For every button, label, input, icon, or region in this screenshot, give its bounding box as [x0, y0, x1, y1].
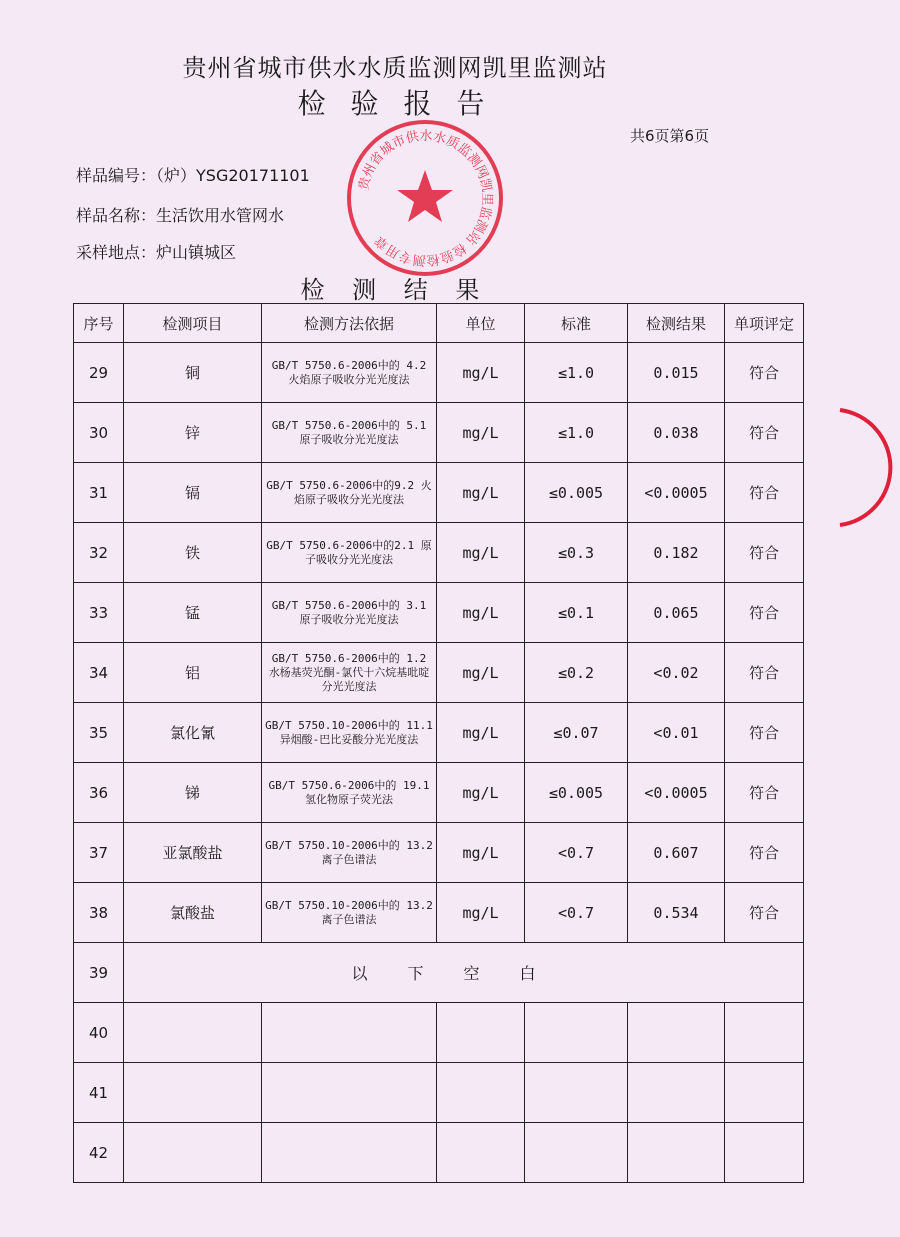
table-header-row — [74, 304, 804, 343]
cell-no: 39 — [74, 943, 124, 1003]
header-method: 检测方法依据 — [262, 304, 437, 343]
table-row — [74, 343, 804, 403]
cell-unit: mg/L — [437, 343, 525, 403]
table-row — [74, 703, 804, 763]
table-row — [74, 583, 804, 643]
official-seal-icon — [345, 118, 505, 278]
cell-standard: ≤0.1 — [525, 583, 628, 643]
cell-standard: ≤0.07 — [525, 703, 628, 763]
cell-no: 38 — [74, 883, 124, 943]
cell-standard: ≤0.3 — [525, 523, 628, 583]
cell-empty — [525, 1063, 628, 1123]
sample-id-line — [76, 163, 310, 186]
cell-unit: mg/L — [437, 643, 525, 703]
cell-result: <0.02 — [628, 643, 725, 703]
cell-method: GB/T 5750.10-2006中的 13.2 离子色谱法 — [262, 823, 437, 883]
cell-item: 镉 — [124, 463, 262, 523]
table-row-empty — [74, 1003, 804, 1063]
cell-unit: mg/L — [437, 883, 525, 943]
cell-standard: ≤0.005 — [525, 763, 628, 823]
results-table — [73, 303, 804, 1183]
cell-method: GB/T 5750.6-2006中的 3.1 原子吸收分光光度法 — [262, 583, 437, 643]
cell-method: GB/T 5750.10-2006中的 13.2 离子色谱法 — [262, 883, 437, 943]
report-title: 检 验 报 告 — [297, 87, 493, 120]
sample-name-line — [76, 203, 284, 226]
cell-empty — [628, 1123, 725, 1183]
cell-method: GB/T 5750.6-2006中的 5.1 原子吸收分光光度法 — [262, 403, 437, 463]
header-evaluation: 单项评定 — [725, 304, 804, 343]
table-row — [74, 763, 804, 823]
cell-empty — [525, 1123, 628, 1183]
table-row-empty — [74, 1123, 804, 1183]
cell-empty — [628, 1003, 725, 1063]
cell-evaluation: 符合 — [725, 343, 804, 403]
cell-evaluation: 符合 — [725, 403, 804, 463]
table-row — [74, 823, 804, 883]
cell-result: 0.065 — [628, 583, 725, 643]
cell-result: 0.038 — [628, 403, 725, 463]
cell-empty — [725, 1003, 804, 1063]
sample-location-label: 采样地点： — [76, 243, 157, 262]
cell-no: 42 — [74, 1123, 124, 1183]
cell-method: GB/T 5750.6-2006中的9.2 火焰原子吸收分光光度法 — [262, 463, 437, 523]
cell-evaluation: 符合 — [725, 703, 804, 763]
cell-item: 铁 — [124, 523, 262, 583]
cell-method: GB/T 5750.10-2006中的 11.1 异烟酸-巴比妥酸分光光度法 — [262, 703, 437, 763]
cell-unit: mg/L — [437, 583, 525, 643]
table-row-blank-note — [74, 943, 804, 1003]
cell-result: 0.534 — [628, 883, 725, 943]
sample-location-value: 炉山镇城区 — [156, 243, 237, 262]
cell-evaluation: 符合 — [725, 583, 804, 643]
cell-no: 37 — [74, 823, 124, 883]
cell-no: 29 — [74, 343, 124, 403]
cell-item: 锑 — [124, 763, 262, 823]
table-row — [74, 643, 804, 703]
cell-empty — [725, 1063, 804, 1123]
header-item: 检测项目 — [124, 304, 262, 343]
header-no: 序号 — [74, 304, 124, 343]
cell-item: 氯酸盐 — [124, 883, 262, 943]
cell-no: 35 — [74, 703, 124, 763]
section-title: 检 测 结 果 — [300, 276, 490, 304]
cell-empty — [262, 1003, 437, 1063]
cell-method: GB/T 5750.6-2006中的 19.1 氢化物原子荧光法 — [262, 763, 437, 823]
table-row — [74, 883, 804, 943]
cell-method: GB/T 5750.6-2006中的2.1 原子吸收分光光度法 — [262, 523, 437, 583]
cell-unit: mg/L — [437, 763, 525, 823]
cell-empty — [437, 1003, 525, 1063]
cell-no: 31 — [74, 463, 124, 523]
sample-location-line — [76, 240, 236, 263]
cell-standard: ≤0.2 — [525, 643, 628, 703]
sample-name-label: 样品名称： — [76, 206, 157, 225]
cell-result: <0.0005 — [628, 763, 725, 823]
cell-method: GB/T 5750.6-2006中的 4.2 火焰原子吸收分光光度法 — [262, 343, 437, 403]
cell-unit: mg/L — [437, 523, 525, 583]
cell-unit: mg/L — [437, 703, 525, 763]
cell-evaluation: 符合 — [725, 763, 804, 823]
cell-empty — [124, 1063, 262, 1123]
header-result: 检测结果 — [628, 304, 725, 343]
cell-item: 锌 — [124, 403, 262, 463]
cell-method: GB/T 5750.6-2006中的 1.2 水杨基荧光酮-氯代十六烷基吡啶分光光度法 — [262, 643, 437, 703]
seal-text: 贵州省城市供水水质监测网凯里监测站 检验检测专用章 — [356, 128, 495, 268]
cell-empty — [124, 1003, 262, 1063]
cell-unit: mg/L — [437, 463, 525, 523]
table-row — [74, 403, 804, 463]
header-standard: 标准 — [525, 304, 628, 343]
cell-standard: ≤1.0 — [525, 403, 628, 463]
cell-empty — [437, 1123, 525, 1183]
cell-evaluation: 符合 — [725, 463, 804, 523]
cell-standard: <0.7 — [525, 823, 628, 883]
cell-item: 氯化氰 — [124, 703, 262, 763]
report-org-title: 贵州省城市供水水质监测网凯里监测站 — [182, 54, 608, 82]
cell-empty — [262, 1123, 437, 1183]
cell-item: 锰 — [124, 583, 262, 643]
seam-seal-icon — [835, 405, 895, 530]
cell-empty — [124, 1123, 262, 1183]
cell-standard: ≤1.0 — [525, 343, 628, 403]
cell-no: 41 — [74, 1063, 124, 1123]
cell-no: 33 — [74, 583, 124, 643]
cell-empty — [525, 1003, 628, 1063]
cell-unit: mg/L — [437, 823, 525, 883]
cell-evaluation: 符合 — [725, 643, 804, 703]
cell-result: <0.01 — [628, 703, 725, 763]
page-info: 共6页第6页 — [630, 127, 710, 145]
cell-no: 30 — [74, 403, 124, 463]
cell-no: 40 — [74, 1003, 124, 1063]
cell-item: 铜 — [124, 343, 262, 403]
sample-id-value: （炉）YSG20171101 — [156, 166, 310, 185]
cell-item: 铝 — [124, 643, 262, 703]
cell-empty — [437, 1063, 525, 1123]
cell-standard: ≤0.005 — [525, 463, 628, 523]
blank-note: 以下空白 — [124, 943, 804, 1003]
cell-empty — [262, 1063, 437, 1123]
table-row — [74, 463, 804, 523]
header-unit: 单位 — [437, 304, 525, 343]
cell-evaluation: 符合 — [725, 883, 804, 943]
cell-empty — [628, 1063, 725, 1123]
cell-result: 0.607 — [628, 823, 725, 883]
cell-evaluation: 符合 — [725, 523, 804, 583]
cell-result: <0.0005 — [628, 463, 725, 523]
cell-empty — [725, 1123, 804, 1183]
table-row-empty — [74, 1063, 804, 1123]
cell-result: 0.182 — [628, 523, 725, 583]
cell-item: 亚氯酸盐 — [124, 823, 262, 883]
cell-result: 0.015 — [628, 343, 725, 403]
cell-no: 32 — [74, 523, 124, 583]
cell-no: 36 — [74, 763, 124, 823]
table-row — [74, 523, 804, 583]
cell-no: 34 — [74, 643, 124, 703]
sample-name-value: 生活饮用水管网水 — [156, 206, 285, 225]
cell-standard: <0.7 — [525, 883, 628, 943]
cell-unit: mg/L — [437, 403, 525, 463]
cell-evaluation: 符合 — [725, 823, 804, 883]
sample-id-label: 样品编号： — [76, 166, 157, 185]
